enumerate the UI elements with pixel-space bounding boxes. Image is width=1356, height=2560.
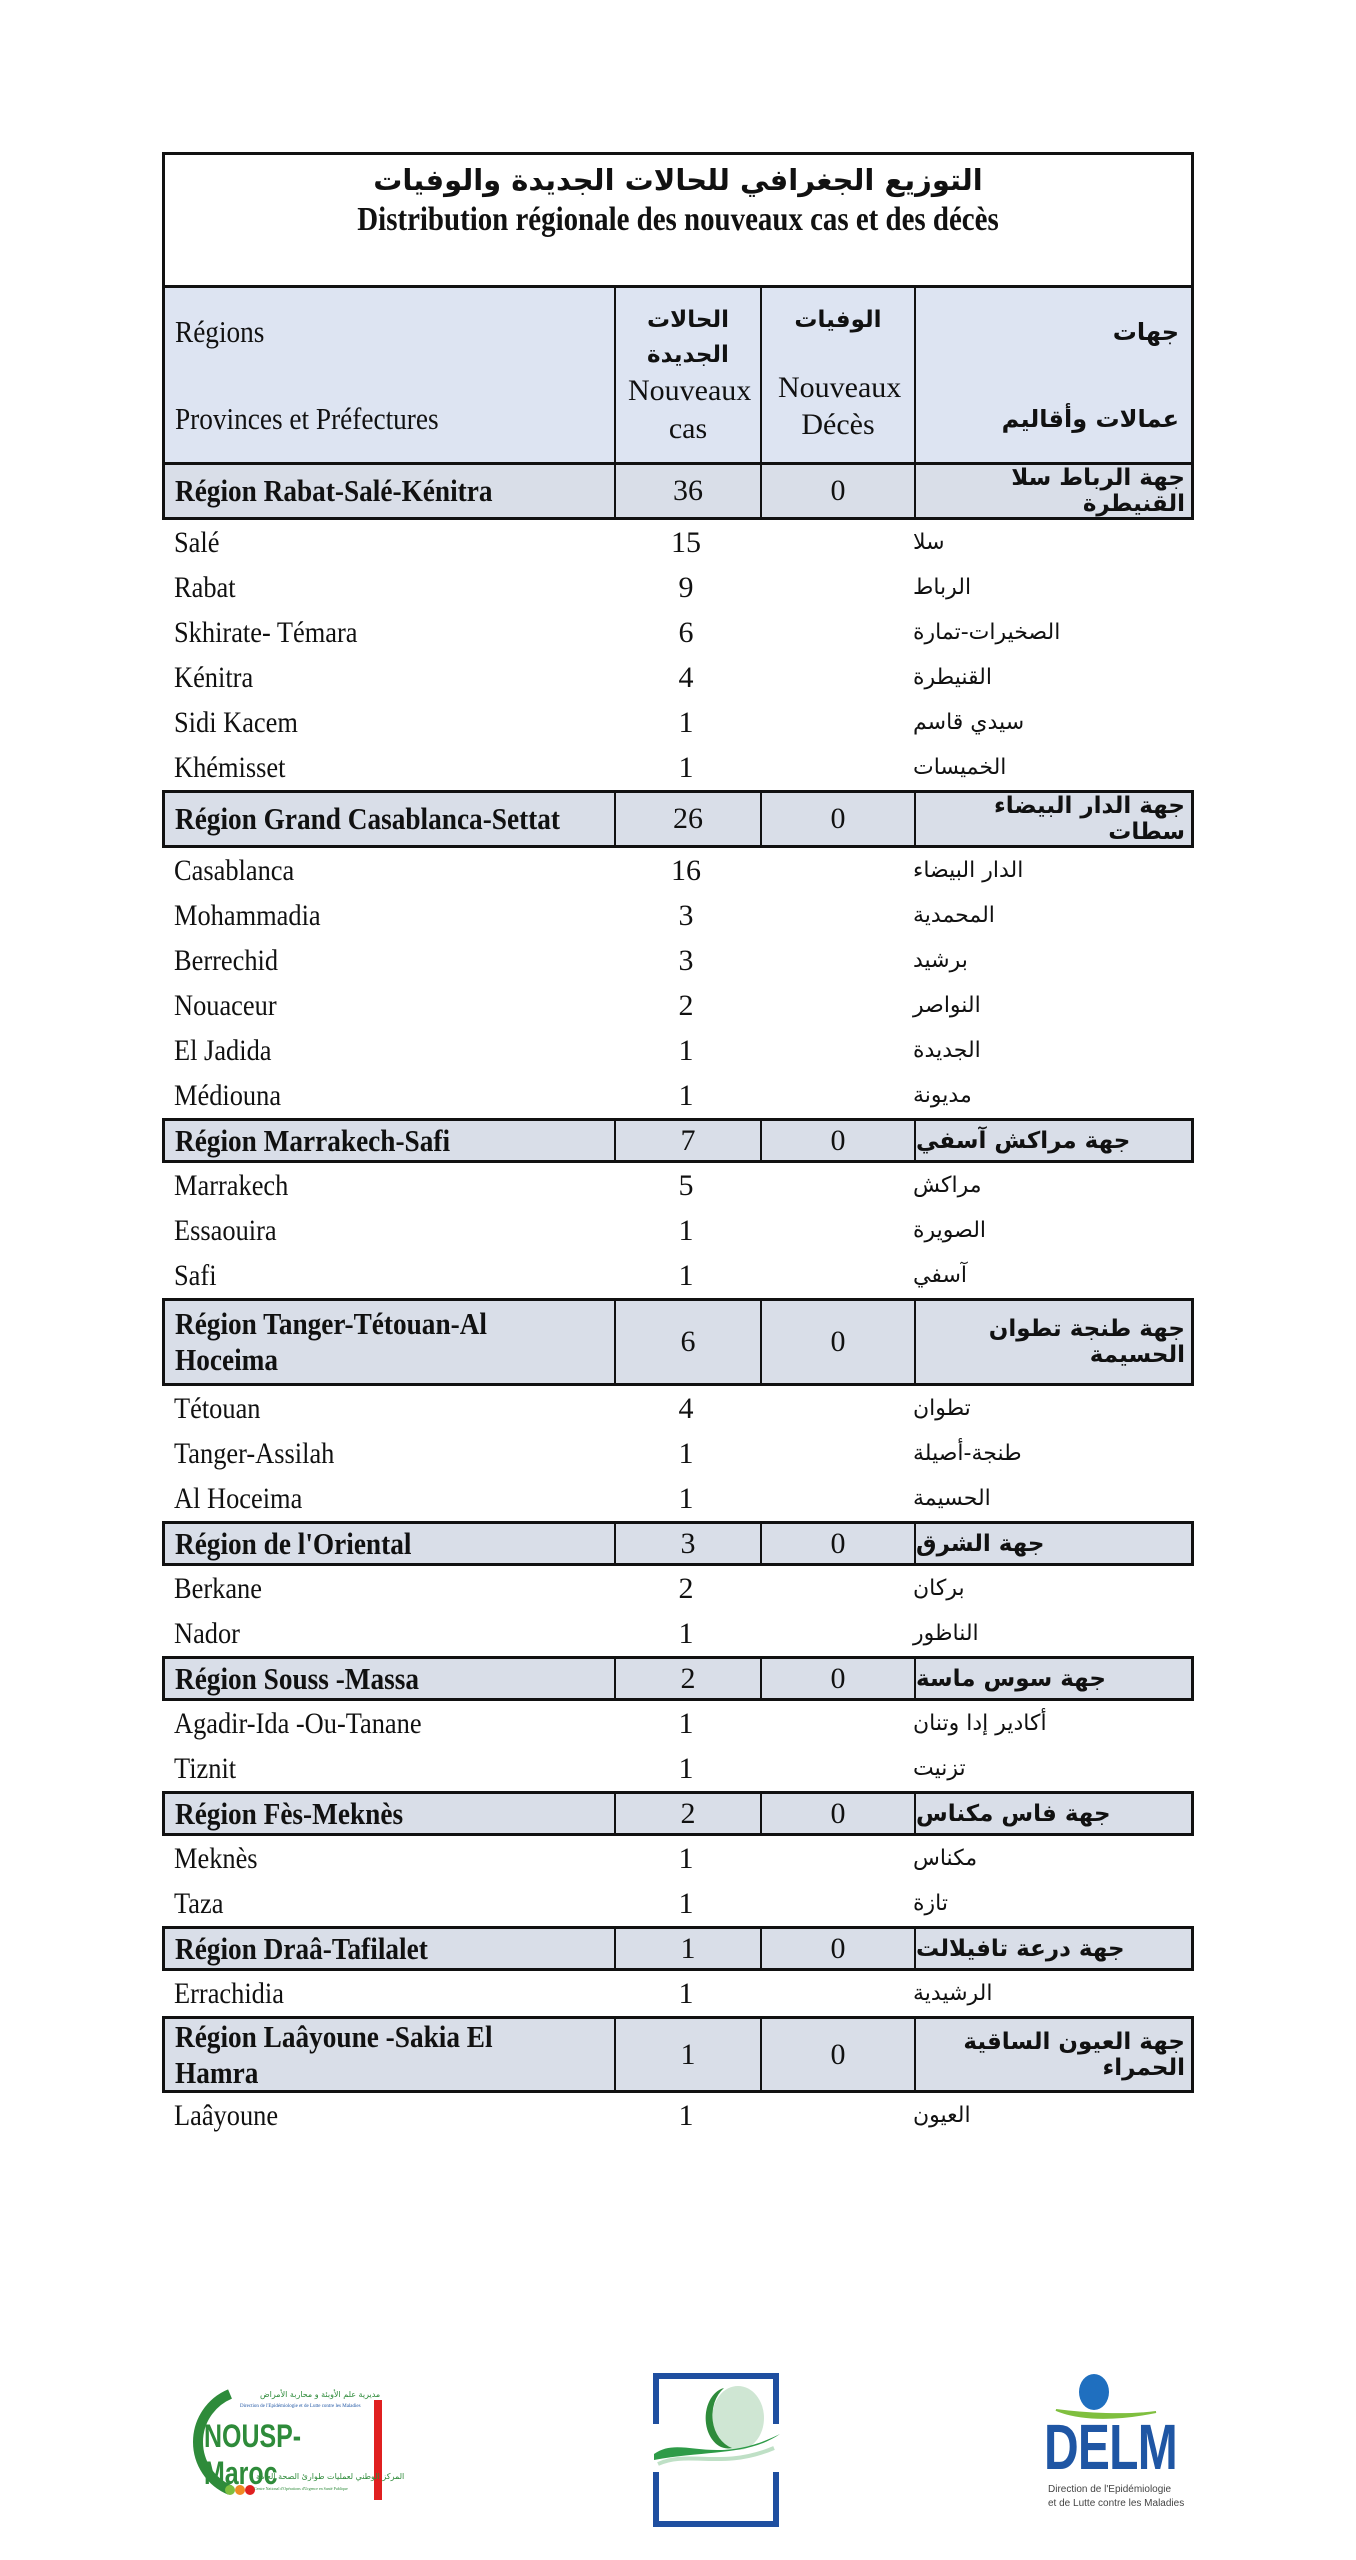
region-name-fr [165, 1301, 616, 1383]
province-row [162, 655, 1194, 700]
province-row [162, 1881, 1194, 1926]
region-name-fr-text: Région Marrakech-Safi [175, 1122, 451, 1158]
header-new-cases-fr: Nouveaux cas [628, 374, 752, 445]
nousp-fr-top: Direction de l'Epidémiologie et de Lutte contre les Maladies [240, 2404, 361, 2409]
province-name-ar: طنجة-أصيلة [913, 1441, 1022, 1466]
province-cases: 1 [678, 1033, 694, 1067]
region-row [162, 1521, 1194, 1566]
region-cases: 1 [616, 1929, 762, 1968]
province-name-fr [162, 745, 613, 790]
delm-line1: Direction de l'Epidémiologie [1048, 2484, 1172, 2495]
header-regions-ar [916, 288, 1191, 462]
province-deaths-empty [759, 520, 913, 565]
province-cases: 1 [678, 1841, 694, 1875]
region-name-fr-text: Région Tanger-Tétouan-Al Hoceima [175, 1306, 487, 1377]
province-deaths-empty [759, 745, 913, 790]
region-row [162, 2016, 1194, 2093]
province-deaths-empty [759, 1881, 913, 1926]
province-cases: 3 [678, 898, 694, 932]
province-deaths-empty [759, 1701, 913, 1746]
province-row [162, 700, 1194, 745]
province-deaths-empty [759, 1971, 913, 2016]
province-name-fr [162, 1746, 613, 1791]
region-name-fr-text: Région Souss -Massa [175, 1660, 420, 1696]
header-regions-ar-label: جهات [1112, 317, 1179, 346]
region-name-fr-text: Région de l'Oriental [175, 1525, 412, 1561]
region-name-fr-text: Région Draâ-Tafilalet [175, 1930, 428, 1966]
province-cases: 16 [671, 853, 701, 887]
province-name-fr-text: Laâyoune [174, 2098, 279, 2132]
province-name-ar: تطوان [913, 1396, 971, 1421]
province-row [162, 1476, 1194, 1521]
region-name-ar: جهة الدار البيضاء سطات [993, 793, 1185, 845]
header-deaths [762, 288, 916, 462]
header-deaths-ar: الوفيات [794, 307, 882, 334]
province-cases: 1 [678, 1886, 694, 1920]
province-name-ar: مراكش [913, 1173, 982, 1198]
delm-name: DELM [1044, 2411, 1177, 2483]
province-deaths-empty [759, 893, 913, 938]
province-name-fr [162, 1253, 613, 1298]
table-body [162, 465, 1194, 2138]
nousp-fr-bottom: Centre National d'Opérations d'Urgence en Santé Publique [254, 2486, 348, 2491]
province-name-fr [162, 610, 613, 655]
province-row [162, 1073, 1194, 1118]
province-deaths-empty [759, 655, 913, 700]
table-title [162, 152, 1194, 285]
province-deaths-empty [759, 848, 913, 893]
region-name-ar: جهة سوس ماسة [916, 1665, 1106, 1692]
province-name-ar: الجديدة [913, 1038, 981, 1063]
province-cases: 2 [678, 988, 694, 1022]
header-provinces-label: Provinces et Préfectures [175, 400, 439, 436]
province-name-fr-text: Safi [174, 1258, 217, 1292]
province-deaths-empty [759, 1566, 913, 1611]
province-name-fr [162, 1163, 613, 1208]
region-cases: 6 [616, 1301, 762, 1383]
province-row [162, 565, 1194, 610]
province-cases: 1 [678, 1976, 694, 2010]
region-name-fr [165, 1929, 616, 1968]
province-cases: 3 [678, 943, 694, 977]
province-cases: 15 [671, 525, 701, 559]
province-row [162, 2093, 1194, 2138]
region-name-ar: جهة العيون الساقية الحمراء [963, 2028, 1185, 2081]
province-deaths-empty [759, 1253, 913, 1298]
nousp-maroc-logo [168, 2382, 405, 2502]
regional-distribution-table [162, 152, 1194, 2138]
region-name-ar: جهة الرباط سلا القنيطرة [1011, 465, 1185, 517]
province-name-fr [162, 655, 613, 700]
nousp-ar-top: مديرية علم الأوبئة و محاربة الأمراض [260, 2390, 381, 2399]
region-cases: 3 [616, 1524, 762, 1563]
province-row [162, 1971, 1194, 2016]
region-name-ar: جهة فاس مكناس [916, 1800, 1111, 1827]
province-deaths-empty [759, 1208, 913, 1253]
province-cases: 1 [678, 750, 694, 784]
province-name-ar: الدار البيضاء [913, 858, 1024, 883]
province-row [162, 1611, 1194, 1656]
province-row [162, 983, 1194, 1028]
province-name-fr [162, 938, 613, 983]
header-regions-fr [165, 288, 616, 462]
province-name-ar: الحسيمة [913, 1486, 991, 1511]
province-name-ar: آسفي [913, 1263, 968, 1288]
region-deaths: 0 [762, 793, 916, 845]
province-name-fr-text: Nouaceur [174, 988, 277, 1022]
province-row [162, 893, 1194, 938]
province-name-ar: سيدي قاسم [913, 710, 1025, 735]
province-deaths-empty [759, 1386, 913, 1431]
region-row [162, 1656, 1194, 1701]
province-name-ar: النواصر [913, 993, 981, 1018]
region-name-fr [165, 2019, 616, 2090]
region-row [162, 1926, 1194, 1971]
province-row [162, 745, 1194, 790]
province-name-fr-text: Agadir-Ida -Ou-Tanane [174, 1706, 422, 1740]
region-cases: 2 [616, 1794, 762, 1833]
province-name-ar: تزنيت [913, 1756, 966, 1781]
region-row [162, 1298, 1194, 1386]
province-name-fr-text: Taza [174, 1886, 224, 1920]
nousp-name: NOUSP-Maroc [204, 2418, 302, 2491]
region-deaths: 0 [762, 1301, 916, 1383]
province-row [162, 1208, 1194, 1253]
province-cases: 1 [678, 1706, 694, 1740]
province-name-ar: تازة [913, 1891, 948, 1916]
province-row [162, 1431, 1194, 1476]
province-name-fr-text: Tiznit [174, 1751, 237, 1785]
region-name-fr [165, 1794, 616, 1833]
province-name-fr-text: Skhirate- Témara [174, 615, 358, 649]
province-name-ar: العيون [913, 2103, 971, 2129]
province-name-ar: الخميسات [913, 755, 1007, 780]
region-name-fr-text: Région Laâyoune -Sakia El Hamra [175, 2019, 493, 2090]
region-cases: 36 [616, 465, 762, 517]
region-name-fr-text: Région Rabat-Salé-Kénitra [175, 473, 493, 509]
province-cases: 4 [678, 1391, 694, 1425]
region-deaths: 0 [762, 1121, 916, 1160]
province-name-ar: الرشيدية [913, 1981, 993, 2006]
region-row [162, 465, 1194, 520]
province-name-fr-text: Tétouan [174, 1391, 261, 1425]
province-row [162, 1028, 1194, 1073]
ministry-emblem-icon [652, 2372, 780, 2530]
province-row [162, 1836, 1194, 1881]
province-deaths-empty [759, 610, 913, 655]
region-name-fr [165, 1121, 616, 1160]
province-name-fr-text: Al Hoceima [174, 1481, 303, 1515]
region-name-fr [165, 1524, 616, 1563]
region-deaths: 0 [762, 1659, 916, 1698]
province-deaths-empty [759, 938, 913, 983]
province-name-fr-text: Tanger-Assilah [174, 1436, 335, 1470]
table-header [162, 285, 1194, 465]
province-name-fr-text: Nador [174, 1616, 240, 1650]
province-name-ar: المحمدية [913, 903, 995, 928]
region-deaths: 0 [762, 1929, 916, 1968]
province-name-ar: أكادير إدا وتنان [913, 1711, 1047, 1736]
header-new-cases-ar: الحالات الجديدة [647, 307, 729, 368]
province-name-ar: مكناس [913, 1846, 978, 1871]
province-name-fr [162, 1386, 613, 1431]
province-name-fr [162, 1208, 613, 1253]
region-cases: 26 [616, 793, 762, 845]
province-name-fr-text: Meknès [174, 1841, 258, 1875]
region-deaths: 0 [762, 1524, 916, 1563]
province-row [162, 1163, 1194, 1208]
province-name-fr [162, 1971, 613, 2016]
province-name-fr-text: Casablanca [174, 853, 295, 887]
province-name-fr-text: Berkane [174, 1571, 262, 1605]
province-cases: 1 [678, 1751, 694, 1785]
province-name-ar: مديونة [913, 1083, 972, 1108]
region-name-ar: جهة الشرق [916, 1530, 1045, 1557]
province-name-fr-text: Marrakech [174, 1168, 289, 1202]
province-name-fr [162, 1701, 613, 1746]
province-name-fr [162, 2093, 613, 2138]
region-row [162, 1118, 1194, 1163]
region-cases: 1 [616, 2019, 762, 2090]
province-name-ar: القنيطرة [913, 665, 992, 690]
region-cases: 2 [616, 1659, 762, 1698]
province-row [162, 1566, 1194, 1611]
province-row [162, 520, 1194, 565]
province-cases: 1 [678, 1481, 694, 1515]
province-deaths-empty [759, 565, 913, 610]
province-name-fr [162, 848, 613, 893]
province-cases: 2 [678, 1571, 694, 1605]
province-name-fr [162, 1476, 613, 1521]
province-deaths-empty [759, 1073, 913, 1118]
province-deaths-empty [759, 1028, 913, 1073]
province-cases: 1 [678, 1078, 694, 1112]
province-deaths-empty [759, 1836, 913, 1881]
province-deaths-empty [759, 1476, 913, 1521]
province-name-ar: الرباط [913, 575, 972, 600]
province-name-ar: برشيد [913, 948, 968, 973]
province-name-fr-text: Kénitra [174, 660, 254, 694]
province-name-fr-text: Médiouna [174, 1078, 282, 1112]
province-name-fr [162, 700, 613, 745]
province-deaths-empty [759, 1431, 913, 1476]
region-name-fr [165, 1659, 616, 1698]
province-name-fr [162, 520, 613, 565]
province-cases: 5 [678, 1168, 694, 1202]
province-deaths-empty [759, 1611, 913, 1656]
region-name-ar: جهة مراكش آسفي [916, 1127, 1131, 1154]
header-regions-label: Régions [175, 313, 265, 349]
footer-logos [0, 2370, 1356, 2540]
province-name-fr [162, 893, 613, 938]
province-name-fr [162, 983, 613, 1028]
province-cases: 1 [678, 1436, 694, 1470]
region-name-fr [165, 793, 616, 845]
province-row [162, 1746, 1194, 1791]
province-deaths-empty [759, 2093, 913, 2138]
province-name-fr [162, 1611, 613, 1656]
province-deaths-empty [759, 1746, 913, 1791]
province-cases: 6 [678, 615, 694, 649]
region-name-ar: جهة طنجة تطوان الحسيمة [988, 1316, 1185, 1368]
province-cases: 1 [678, 2098, 694, 2132]
province-name-fr-text: Berrechid [174, 943, 279, 977]
province-cases: 1 [678, 1258, 694, 1292]
ministry-health-logo [652, 2372, 780, 2530]
region-row [162, 1791, 1194, 1836]
region-name-ar: جهة درعة تافيلالت [916, 1935, 1125, 1962]
province-name-fr-text: El Jadida [174, 1033, 272, 1067]
province-name-fr-text: Salé [174, 525, 220, 559]
province-name-fr [162, 1073, 613, 1118]
delm-logo [1036, 2374, 1206, 2524]
region-cases: 7 [616, 1121, 762, 1160]
province-name-fr-text: Mohammadia [174, 898, 321, 932]
province-deaths-empty [759, 1163, 913, 1208]
province-name-fr [162, 1881, 613, 1926]
province-name-ar: بركان [913, 1576, 965, 1601]
province-name-ar: سلا [913, 530, 945, 555]
province-deaths-empty [759, 983, 913, 1028]
province-name-fr-text: Rabat [174, 570, 236, 604]
province-row [162, 938, 1194, 983]
nousp-ar-bottom: المركز الوطني لعمليات طوارئ الصحة العامة [256, 2472, 405, 2481]
province-cases: 1 [678, 1213, 694, 1247]
title-french: Distribution régionale des nouveaux cas et des décès [357, 201, 999, 238]
header-deaths-fr: Nouveaux Décès [778, 370, 902, 442]
title-arabic: التوزيع الجغرافي للحالات الجديدة والوفيات [373, 163, 983, 197]
region-name-fr-text: Région Grand Casablanca-Settat [175, 801, 560, 837]
province-row [162, 1701, 1194, 1746]
province-name-fr [162, 1028, 613, 1073]
province-name-fr [162, 1836, 613, 1881]
province-name-fr [162, 1566, 613, 1611]
region-deaths: 0 [762, 2019, 916, 2090]
header-new-cases [616, 288, 762, 462]
province-cases: 4 [678, 660, 694, 694]
header-provinces-ar-label: عمالات وأقاليم [1001, 404, 1179, 433]
province-name-ar: الصخيرات-تمارة [913, 620, 1061, 645]
province-row [162, 610, 1194, 655]
province-cases: 1 [678, 1616, 694, 1650]
province-row [162, 848, 1194, 893]
region-deaths: 0 [762, 1794, 916, 1833]
region-deaths: 0 [762, 465, 916, 517]
province-row [162, 1253, 1194, 1298]
province-name-ar: الناظور [913, 1621, 979, 1646]
region-name-fr-text: Région Fès-Meknès [175, 1795, 404, 1831]
region-name-fr [165, 465, 616, 517]
province-name-ar: الصويرة [913, 1218, 987, 1243]
province-name-fr-text: Sidi Kacem [174, 705, 298, 739]
province-cases: 9 [678, 570, 694, 604]
province-deaths-empty [759, 700, 913, 745]
province-cases: 1 [678, 705, 694, 739]
province-name-fr-text: Essaouira [174, 1213, 277, 1247]
region-row [162, 790, 1194, 848]
province-name-fr-text: Khémisset [174, 750, 286, 784]
province-name-fr [162, 565, 613, 610]
province-name-fr-text: Errachidia [174, 1976, 284, 2010]
province-row [162, 1386, 1194, 1431]
province-name-fr [162, 1431, 613, 1476]
delm-line2: et de Lutte contre les Maladies [1048, 2498, 1185, 2509]
